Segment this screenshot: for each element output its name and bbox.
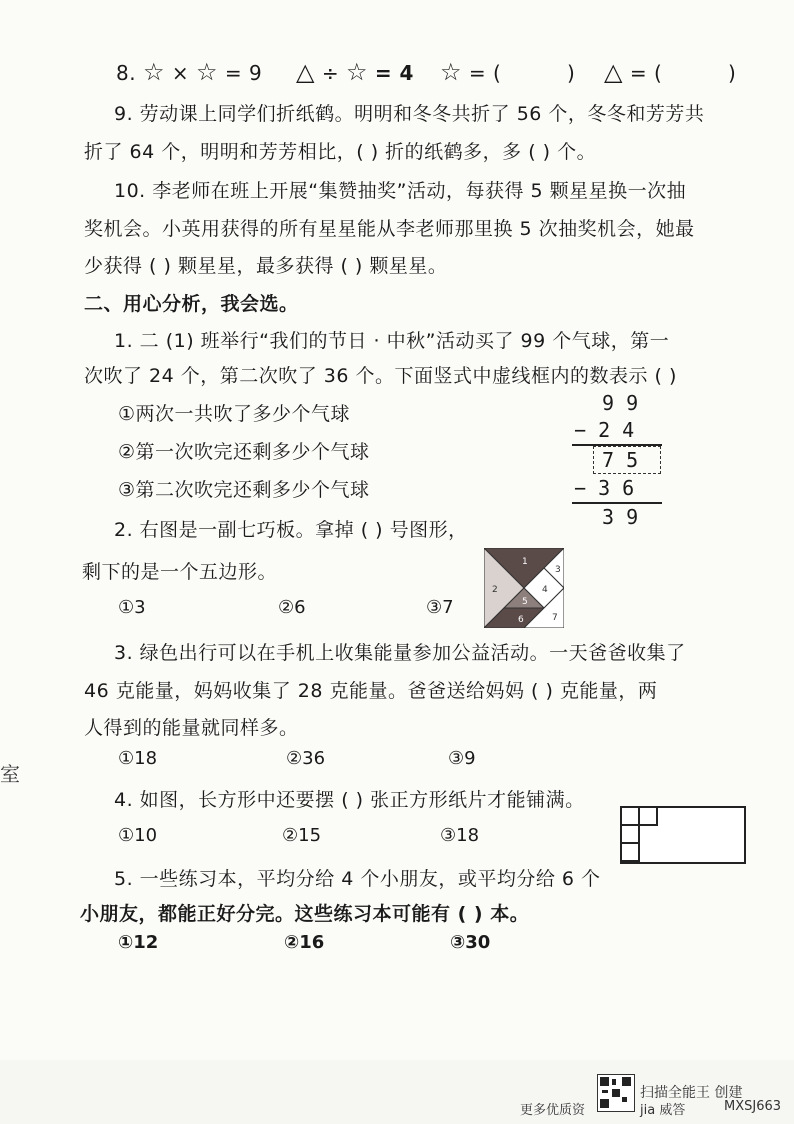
c5-option-2[interactable]: ②16 (284, 932, 325, 953)
q8-star-eq: = ( (468, 61, 502, 85)
tangram-label-1: 1 (522, 557, 528, 567)
c3-line-3: 人得到的能量就同样多。 (84, 717, 299, 739)
q8-tri-eq: = ( (629, 61, 663, 85)
c3-option-2[interactable]: ②36 (286, 748, 326, 769)
tangram-label-2: 2 (492, 585, 498, 595)
vert-row-3: 7 5 (602, 448, 639, 472)
q10-line-2: 奖机会。小英用获得的所有星星能从李老师那里换 5 次抽奖机会，她最 (84, 218, 695, 240)
c2-line-1: 2. 右图是一副七巧板。拿掉 ( ) 号图形， (114, 519, 468, 541)
vert-row-5: 3 9 (602, 505, 639, 529)
vert-row-4: − 3 6 (574, 476, 635, 500)
q8-eq-4: = 4 (374, 61, 414, 85)
footer-mid-text: jia 威答 (640, 1103, 686, 1118)
footer-left-text: 更多优质资 (520, 1103, 586, 1118)
triangle-icon: △ (604, 58, 623, 86)
square-tile (638, 806, 658, 826)
star-icon: ☆ (440, 58, 463, 86)
q8-line-b (296, 58, 414, 86)
margin-mark: 室 (0, 762, 20, 786)
c4-option-1[interactable]: ①10 (118, 825, 158, 846)
q10-line-3: 少获得 ( ) 颗星星，最多获得 ( ) 颗星星。 (84, 255, 448, 277)
triangle-icon: △ (296, 58, 315, 86)
tangram-label-5: 5 (522, 597, 528, 607)
q8-triangle-answer (604, 58, 736, 86)
c5-line-1: 5. 一些练习本，平均分给 4 个小朋友，或平均分给 6 个 (114, 868, 601, 890)
q8-eq-9: = 9 (224, 61, 263, 85)
c4-line-1: 4. 如图，长方形中还要摆 ( ) 张正方形纸片才能铺满。 (114, 789, 585, 811)
c1-option-3[interactable]: ③第二次吹完还剩多少个气球 (118, 479, 370, 501)
q8-star-close: ) (567, 61, 576, 85)
q8-line (116, 58, 262, 86)
c5-option-3[interactable]: ③30 (450, 932, 491, 953)
c3-line-2: 46 克能量，妈妈收集了 28 克能量。爸爸送给妈妈 ( ) 克能量，两 (84, 680, 658, 702)
tangram-label-3: 3 (555, 565, 561, 575)
c5-line-2: 小朋友，都能正好分完。这些练习本可能有 ( ) 本。 (80, 903, 530, 925)
q8-number: 8. (116, 61, 137, 85)
q8-tri-close: ) (727, 61, 737, 85)
q9-line-1: 9. 劳动课上同学们折纸鹤。明明和冬冬共折了 56 个，冬冬和芳芳共 (114, 103, 705, 125)
star-icon: ☆ (345, 58, 368, 86)
square-tile (620, 824, 640, 844)
square-tile (620, 842, 640, 862)
c1-option-1[interactable]: ①两次一共吹了多少个气球 (118, 403, 351, 425)
q8-times: × (171, 61, 190, 85)
footer-code: MXSJ663 (724, 1099, 782, 1114)
q10-line-1: 10. 李老师在班上开展“集赞抽奖”活动，每获得 5 颗星星换一次抽 (114, 180, 687, 202)
vert-row-2: − 2 4 (574, 418, 635, 442)
c2-line-2: 剩下的是一个五边形。 (82, 561, 278, 583)
tangram-figure (484, 548, 564, 628)
c1-option-2[interactable]: ②第一次吹完还剩多少个气球 (118, 441, 370, 463)
c1-line-1: 1. 二 (1) 班举行“我们的节日 · 中秋”活动买了 99 个气球，第一 (114, 330, 670, 352)
footer-brand: 扫描全能王 创建 (640, 1085, 743, 1101)
square-tile (620, 806, 640, 826)
q9-line-2: 折了 64 个，明明和芳芳相比，( ) 折的纸鹤多，多 ( ) 个。 (84, 141, 597, 163)
q8-star-answer (440, 58, 575, 86)
c4-option-3[interactable]: ③18 (440, 825, 480, 846)
c3-line-1: 3. 绿色出行可以在手机上收集能量参加公益活动。一天爸爸收集了 (114, 642, 686, 664)
tangram-label-6: 6 (518, 615, 524, 625)
c2-option-1[interactable]: ①3 (118, 597, 146, 618)
tangram-label-4: 4 (542, 585, 548, 595)
star-icon: ☆ (142, 58, 165, 86)
c3-option-1[interactable]: ①18 (118, 748, 158, 769)
section-2-title: 二、用心分析，我会选。 (84, 293, 299, 315)
tangram-label-7: 7 (552, 613, 558, 623)
qr-code-icon (597, 1074, 635, 1112)
vert-row-1: 9 9 (602, 391, 639, 415)
star-icon: ☆ (195, 58, 218, 86)
q8-divide: ÷ (321, 61, 340, 85)
vert-line-2 (572, 502, 662, 504)
c2-option-2[interactable]: ②6 (278, 597, 306, 618)
c5-option-1[interactable]: ①12 (118, 932, 159, 953)
c1-line-2: 次吹了 24 个，第二次吹了 36 个。下面竖式中虚线框内的数表示 ( ) (84, 365, 677, 387)
c4-option-2[interactable]: ②15 (282, 825, 322, 846)
c3-option-3[interactable]: ③9 (448, 748, 476, 769)
c2-option-3[interactable]: ③7 (426, 597, 454, 618)
